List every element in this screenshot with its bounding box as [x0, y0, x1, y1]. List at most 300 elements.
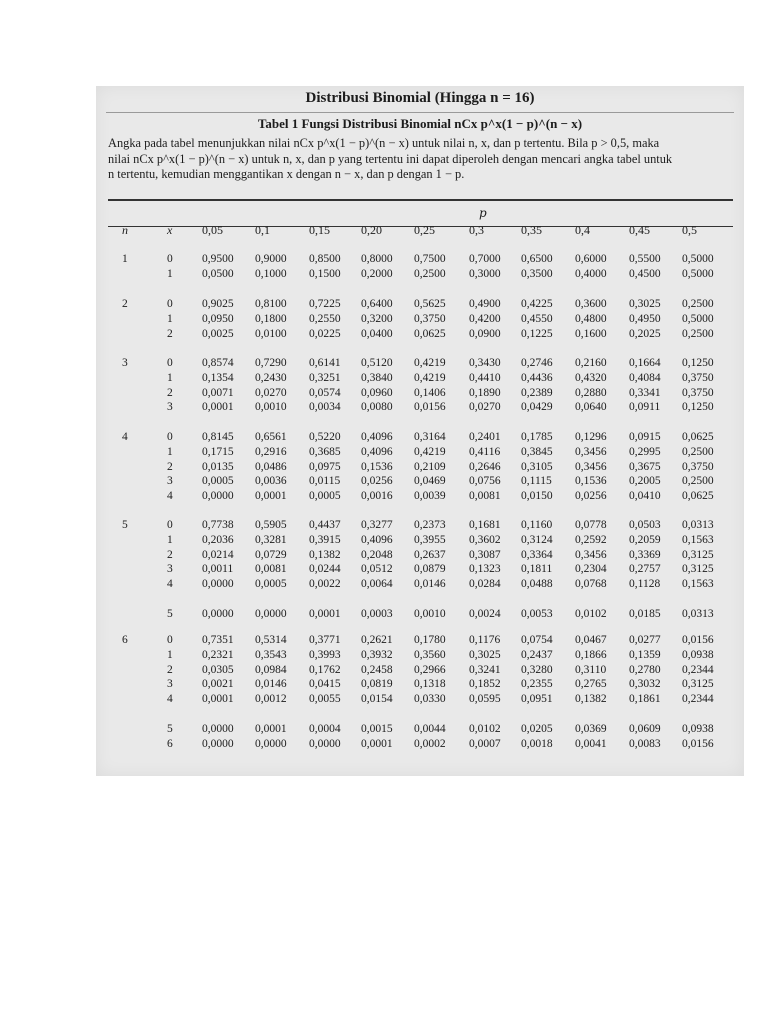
table-cell: 0,0000 — [202, 737, 234, 750]
table-cell: 0,4096 — [361, 431, 393, 443]
table-cell: 0,1500 — [309, 267, 341, 280]
table-cell: 0,9025 — [202, 298, 234, 310]
table-cell: 0,7000 — [469, 253, 501, 265]
table-cell: 0,0609 — [629, 723, 661, 735]
table-cell: 0,2005 — [629, 475, 661, 488]
table-cell: 0,3281 — [255, 533, 287, 546]
row-label-x: 2 — [167, 386, 173, 399]
row-label-x: 0 — [167, 431, 173, 443]
table-cell: 0,3277 — [361, 519, 393, 531]
table-cell: 0,8145 — [202, 431, 234, 443]
table-cell: 0,0005 — [309, 490, 341, 503]
table-cell: 0,0205 — [521, 723, 553, 735]
table-cell: 0,0021 — [202, 678, 234, 691]
table-cell: 0,8000 — [361, 253, 393, 265]
table-cell: 0,2373 — [414, 519, 446, 531]
table-cell: 0,2500 — [414, 267, 446, 280]
table-cell: 0,2430 — [255, 371, 287, 384]
table-cell: 0,4219 — [414, 371, 446, 384]
column-header-n: n — [122, 223, 128, 237]
table-cell: 0,0467 — [575, 634, 607, 646]
table-cell: 0,0044 — [414, 723, 446, 735]
row-label-x: 3 — [167, 678, 173, 691]
table-cell: 0,0488 — [521, 578, 553, 591]
table-cell: 0,1382 — [575, 693, 607, 706]
table-cell: 0,1715 — [202, 445, 234, 458]
table-cell: 0,7500 — [414, 253, 446, 265]
table-cell: 0,0010 — [414, 608, 446, 620]
row-label-x: 1 — [167, 312, 173, 325]
table-cell: 0,3750 — [682, 386, 714, 399]
table-cell: 0,1664 — [629, 357, 661, 369]
table-cell: 0,4550 — [521, 312, 553, 325]
table-cell: 0,0083 — [629, 737, 661, 750]
table-cell: 0,0150 — [521, 490, 553, 503]
table-cell: 0,5000 — [682, 253, 714, 265]
table-cell: 0,4950 — [629, 312, 661, 325]
table-cell: 0,4200 — [469, 312, 501, 325]
table-top-rule — [108, 199, 733, 201]
column-header-p-0-35: 0,35 — [521, 223, 542, 237]
table-cell: 0,3560 — [414, 648, 446, 661]
table-cell: 0,0313 — [682, 608, 714, 620]
table-cell: 0,0102 — [575, 608, 607, 620]
table-cell: 0,0313 — [682, 519, 714, 531]
table-cell: 0,0034 — [309, 401, 341, 414]
table-cell: 0,2621 — [361, 634, 393, 646]
table-cell: 0,5000 — [682, 312, 714, 325]
row-label-x: 2 — [167, 548, 173, 561]
table-cell: 0,1536 — [361, 460, 393, 473]
table-cell: 0,2355 — [521, 678, 553, 691]
table-cell: 0,0938 — [682, 723, 714, 735]
table-cell: 0,1811 — [521, 563, 553, 576]
table-cell: 0,3915 — [309, 533, 341, 546]
table-cell: 0,0000 — [255, 608, 287, 620]
table-cell: 0,0225 — [309, 327, 341, 340]
table-cell: 0,1780 — [414, 634, 446, 646]
table-cell: 0,2109 — [414, 460, 446, 473]
table-cell: 0,2500 — [682, 298, 714, 310]
table-cell: 0,4096 — [361, 533, 393, 546]
table-cell: 0,9000 — [255, 253, 287, 265]
table-cell: 0,3241 — [469, 663, 501, 676]
table-cell: 0,9500 — [202, 253, 234, 265]
description-line-1: Angka pada tabel menunjukkan nilai nCx p^x(1 − p)^(n − x) untuk nilai n, x, dan p tertentu. Bila p > 0,5, maka — [108, 136, 660, 150]
table-cell: 0,3110 — [575, 663, 607, 676]
table-cell: 0,0640 — [575, 401, 607, 414]
table-cell: 0,0410 — [629, 490, 661, 503]
row-label-x: 4 — [167, 490, 173, 503]
column-header-p-0-5: 0,5 — [682, 223, 697, 237]
table-cell: 0,3200 — [361, 312, 393, 325]
table-cell: 0,0001 — [202, 693, 234, 706]
table-cell: 0,0768 — [575, 578, 607, 591]
table-cell: 0,2304 — [575, 563, 607, 576]
row-label-x: 0 — [167, 253, 173, 265]
table-cell: 0,0000 — [202, 608, 234, 620]
table-cell: 0,1406 — [414, 386, 446, 399]
table-cell: 0,0007 — [469, 737, 501, 750]
row-label-n: 1 — [122, 253, 128, 265]
table-cell: 0,2646 — [469, 460, 501, 473]
table-cell: 0,0729 — [255, 548, 287, 561]
table-cell: 0,0000 — [202, 490, 234, 503]
table-cell: 0,8100 — [255, 298, 287, 310]
row-label-x: 2 — [167, 327, 173, 340]
table-cell: 0,4437 — [309, 519, 341, 531]
table-cell: 0,0270 — [469, 401, 501, 414]
table-cell: 0,0135 — [202, 460, 234, 473]
table-cell: 0,3124 — [521, 533, 553, 546]
table-cell: 0,0025 — [202, 327, 234, 340]
table-cell: 0,0002 — [414, 737, 446, 750]
table-cell: 0,2389 — [521, 386, 553, 399]
table-cell: 0,8574 — [202, 357, 234, 369]
table-cell: 0,0277 — [629, 634, 661, 646]
table-cell: 0,0879 — [414, 563, 446, 576]
table-cell: 0,0984 — [255, 663, 287, 676]
table-cell: 0,1318 — [414, 678, 446, 691]
row-label-x: 1 — [167, 445, 173, 458]
scanned-page — [96, 86, 744, 776]
column-header-p-0-45: 0,45 — [629, 223, 650, 237]
table-cell: 0,1762 — [309, 663, 341, 676]
table-cell: 0,0369 — [575, 723, 607, 735]
table-cell: 0,2048 — [361, 548, 393, 561]
table-cell: 0,3675 — [629, 460, 661, 473]
description-line-2: nilai nCx p^x(1 − p)^(n − x) untuk n, x, dan p yang tertentu ini dapat diperoleh dengan mencari angka tabel untuk — [108, 151, 673, 166]
table-caption: Tabel 1 Fungsi Distribusi Binomial nCx p^x(1 − p)^(n − x) — [257, 116, 583, 131]
table-cell: 0,6500 — [521, 253, 553, 265]
table-cell: 0,3251 — [309, 371, 341, 384]
column-header-p-0-20: 0,20 — [361, 223, 382, 237]
table-cell: 0,3750 — [682, 460, 714, 473]
table-cell: 0,4800 — [575, 312, 607, 325]
page-title: Distribusi Binomial (Hingga n = 16) — [305, 90, 535, 106]
table-cell: 0,2036 — [202, 533, 234, 546]
row-label-x: 4 — [167, 693, 173, 706]
table-cell: 0,1382 — [309, 548, 341, 561]
table-cell: 0,1785 — [521, 431, 553, 443]
table-cell: 0,0500 — [202, 267, 234, 280]
table-cell: 0,0018 — [521, 737, 553, 750]
table-cell: 0,6400 — [361, 298, 393, 310]
table-cell: 0,6141 — [309, 357, 341, 369]
table-cell: 0,4219 — [414, 357, 446, 369]
row-label-x: 3 — [167, 475, 173, 488]
table-cell: 0,3500 — [521, 267, 553, 280]
table-cell: 0,0102 — [469, 723, 501, 735]
table-cell: 0,0256 — [575, 490, 607, 503]
row-label-n: 6 — [122, 634, 128, 646]
table-cell: 0,0574 — [309, 386, 341, 399]
table-cell: 0,0900 — [469, 327, 501, 340]
row-label-n: 3 — [122, 357, 128, 369]
column-header-p-0-15: 0,15 — [309, 223, 330, 237]
table-cell: 0,3125 — [682, 678, 714, 691]
table-cell: 0,0330 — [414, 693, 446, 706]
table-cell: 0,0512 — [361, 563, 393, 576]
table-cell: 0,1890 — [469, 386, 501, 399]
table-cell: 0,1296 — [575, 431, 607, 443]
table-cell: 0,0503 — [629, 519, 661, 531]
table-cell: 0,3600 — [575, 298, 607, 310]
table-cell: 0,2550 — [309, 312, 341, 325]
row-label-x: 0 — [167, 634, 173, 646]
row-label-x: 3 — [167, 563, 173, 576]
table-cell: 0,0081 — [469, 490, 501, 503]
table-cell: 0,0005 — [202, 475, 234, 488]
table-cell: 0,0041 — [575, 737, 607, 750]
table-cell: 0,0024 — [469, 608, 501, 620]
table-cell: 0,0071 — [202, 386, 234, 399]
table-cell: 0,0915 — [629, 431, 661, 443]
table-cell: 0,5905 — [255, 519, 287, 531]
table-cell: 0,0486 — [255, 460, 287, 473]
table-cell: 0,0003 — [361, 608, 393, 620]
table-cell: 0,3125 — [682, 548, 714, 561]
table-cell: 0,4219 — [414, 445, 446, 458]
table-cell: 0,0951 — [521, 693, 553, 706]
table-cell: 0,3771 — [309, 634, 341, 646]
row-label-x: 0 — [167, 357, 173, 369]
table-cell: 0,0146 — [414, 578, 446, 591]
table-cell: 0,4500 — [629, 267, 661, 280]
table-cell: 0,0115 — [309, 475, 341, 488]
table-cell: 0,0156 — [682, 737, 714, 750]
table-cell: 0,0004 — [309, 723, 341, 735]
table-cell: 0,0016 — [361, 490, 393, 503]
row-label-n: 2 — [122, 298, 128, 310]
table-cell: 0,0214 — [202, 548, 234, 561]
table-cell: 0,3087 — [469, 548, 501, 561]
table-cell: 0,0000 — [255, 737, 287, 750]
table-cell: 0,3105 — [521, 460, 553, 473]
table-cell: 0,3025 — [629, 298, 661, 310]
table-cell: 0,3685 — [309, 445, 341, 458]
table-cell: 0,2500 — [682, 475, 714, 488]
table-cell: 0,0064 — [361, 578, 393, 591]
table-cell: 0,3543 — [255, 648, 287, 661]
row-label-n: 5 — [122, 519, 128, 531]
table-cell: 0,5220 — [309, 431, 341, 443]
row-label-x: 6 — [167, 737, 173, 750]
table-cell: 0,0625 — [414, 327, 446, 340]
table-cell: 0,2401 — [469, 431, 501, 443]
table-cell: 0,3025 — [469, 648, 501, 661]
table-cell: 0,0938 — [682, 648, 714, 661]
table-cell: 0,0146 — [255, 678, 287, 691]
table-cell: 0,4436 — [521, 371, 553, 384]
table-cell: 0,3430 — [469, 357, 501, 369]
table-cell: 0,2321 — [202, 648, 234, 661]
table-cell: 0,1600 — [575, 327, 607, 340]
column-header-p-0-4: 0,4 — [575, 223, 590, 237]
description-line-3: n tertentu, kemudian menggantikan x dengan n − x, dan p dengan 1 − p. — [108, 167, 465, 181]
table-cell: 0,1115 — [521, 475, 552, 488]
table-cell: 0,3456 — [575, 445, 607, 458]
table-cell: 0,0000 — [202, 723, 234, 735]
table-cell: 0,0754 — [521, 634, 553, 646]
table-cell: 0,0284 — [469, 578, 501, 591]
table-cell: 0,1250 — [682, 357, 714, 369]
table-cell: 0,2160 — [575, 357, 607, 369]
table-cell: 0,6000 — [575, 253, 607, 265]
table-cell: 0,4900 — [469, 298, 501, 310]
table-cell: 0,2437 — [521, 648, 553, 661]
row-label-x: 1 — [167, 648, 173, 661]
table-cell: 0,0000 — [309, 737, 341, 750]
table-cell: 0,3750 — [682, 371, 714, 384]
table-cell: 0,0012 — [255, 693, 287, 706]
table-cell: 0,1861 — [629, 693, 661, 706]
row-label-x: 3 — [167, 401, 173, 414]
column-header-p-0-1: 0,1 — [255, 223, 270, 237]
row-label-x: 0 — [167, 298, 173, 310]
table-cell: 0,1323 — [469, 563, 501, 576]
table-cell: 0,3125 — [682, 563, 714, 576]
table-description — [108, 136, 738, 183]
table-cell: 0,1563 — [682, 578, 714, 591]
row-label-x: 1 — [167, 267, 173, 280]
table-cell: 0,0950 — [202, 312, 234, 325]
table-cell: 0,2592 — [575, 533, 607, 546]
row-label-x: 1 — [167, 533, 173, 546]
table-cell: 0,0055 — [309, 693, 341, 706]
table-cell: 0,5314 — [255, 634, 287, 646]
table-cell: 0,7290 — [255, 357, 287, 369]
table-cell: 0,4084 — [629, 371, 661, 384]
title-divider — [106, 112, 734, 113]
table-cell: 0,0010 — [255, 401, 287, 414]
table-cell: 0,0469 — [414, 475, 446, 488]
table-cell: 0,2500 — [682, 445, 714, 458]
column-header-p-0-05: 0,05 — [202, 223, 223, 237]
table-cell: 0,1250 — [682, 401, 714, 414]
table-cell: 0,2344 — [682, 663, 714, 676]
table-cell: 0,1800 — [255, 312, 287, 325]
table-cell: 0,0036 — [255, 475, 287, 488]
table-cell: 0,2025 — [629, 327, 661, 340]
table-cell: 0,3364 — [521, 548, 553, 561]
row-label-x: 1 — [167, 371, 173, 384]
table-cell: 0,1563 — [682, 533, 714, 546]
table-cell: 0,0156 — [682, 634, 714, 646]
table-cell: 0,3845 — [521, 445, 553, 458]
table-cell: 0,0039 — [414, 490, 446, 503]
table-cell: 0,0595 — [469, 693, 501, 706]
row-label-n: 4 — [122, 431, 128, 443]
table-cell: 0,0022 — [309, 578, 341, 591]
table-cell: 0,0001 — [255, 723, 287, 735]
table-cell: 0,2344 — [682, 693, 714, 706]
table-cell: 0,2637 — [414, 548, 446, 561]
table-cell: 0,1866 — [575, 648, 607, 661]
table-cell: 0,5625 — [414, 298, 446, 310]
table-cell: 0,1000 — [255, 267, 287, 280]
table-cell: 0,3369 — [629, 548, 661, 561]
table-cell: 0,0154 — [361, 693, 393, 706]
table-cell: 0,8500 — [309, 253, 341, 265]
table-cell: 0,0080 — [361, 401, 393, 414]
p-axis-label: p — [479, 206, 487, 220]
table-cell: 0,0005 — [255, 578, 287, 591]
table-cell: 0,1359 — [629, 648, 661, 661]
table-cell: 0,0625 — [682, 490, 714, 503]
table-cell: 0,0960 — [361, 386, 393, 399]
row-label-x: 5 — [167, 608, 173, 620]
column-header-p-0-25: 0,25 — [414, 223, 435, 237]
table-cell: 0,1681 — [469, 519, 501, 531]
table-cell: 0,0185 — [629, 608, 661, 620]
table-cell: 0,0975 — [309, 460, 341, 473]
table-cell: 0,3164 — [414, 431, 446, 443]
table-cell: 0,3750 — [414, 312, 446, 325]
table-cell: 0,7225 — [309, 298, 341, 310]
table-cell: 0,0001 — [361, 737, 393, 750]
table-cell: 0,0156 — [414, 401, 446, 414]
table-cell: 0,2757 — [629, 563, 661, 576]
table-cell: 0,4096 — [361, 445, 393, 458]
table-cell: 0,1852 — [469, 678, 501, 691]
table-cell: 0,2500 — [682, 327, 714, 340]
table-cell: 0,4116 — [469, 445, 501, 458]
table-cell: 0,5500 — [629, 253, 661, 265]
table-cell: 0,2746 — [521, 357, 553, 369]
row-label-x: 4 — [167, 578, 173, 591]
column-header-x: x — [167, 223, 173, 237]
table-cell: 0,1354 — [202, 371, 234, 384]
table-cell: 0,2880 — [575, 386, 607, 399]
table-cell: 0,5000 — [682, 267, 714, 280]
table-cell: 0,0100 — [255, 327, 287, 340]
table-cell: 0,0305 — [202, 663, 234, 676]
table-cell: 0,3955 — [414, 533, 446, 546]
table-cell: 0,3280 — [521, 663, 553, 676]
table-cell: 0,2458 — [361, 663, 393, 676]
table-cell: 0,0415 — [309, 678, 341, 691]
table-cell: 0,3993 — [309, 648, 341, 661]
table-cell: 0,0256 — [361, 475, 393, 488]
table-cell: 0,2000 — [361, 267, 393, 280]
table-cell: 0,0001 — [202, 401, 234, 414]
row-label-x: 5 — [167, 723, 173, 735]
column-header-p-0-3: 0,3 — [469, 223, 484, 237]
table-cell: 0,2059 — [629, 533, 661, 546]
table-cell: 0,3602 — [469, 533, 501, 546]
table-cell: 0,0015 — [361, 723, 393, 735]
table-cell: 0,0001 — [255, 490, 287, 503]
table-cell: 0,3456 — [575, 460, 607, 473]
table-cell: 0,0244 — [309, 563, 341, 576]
table-cell: 0,1128 — [629, 578, 661, 591]
table-cell: 0,3341 — [629, 386, 661, 399]
table-cell: 0,0819 — [361, 678, 393, 691]
row-label-x: 2 — [167, 663, 173, 676]
table-cell: 0,2916 — [255, 445, 287, 458]
table-cell: 0,7351 — [202, 634, 234, 646]
table-cell: 0,6561 — [255, 431, 287, 443]
table-cell: 0,0011 — [202, 563, 234, 576]
table-cell: 0,2765 — [575, 678, 607, 691]
table-cell: 0,5120 — [361, 357, 393, 369]
table-cell: 0,1536 — [575, 475, 607, 488]
table-cell: 0,3932 — [361, 648, 393, 661]
table-cell: 0,7738 — [202, 519, 234, 531]
table-cell: 0,4410 — [469, 371, 501, 384]
row-label-x: 0 — [167, 519, 173, 531]
